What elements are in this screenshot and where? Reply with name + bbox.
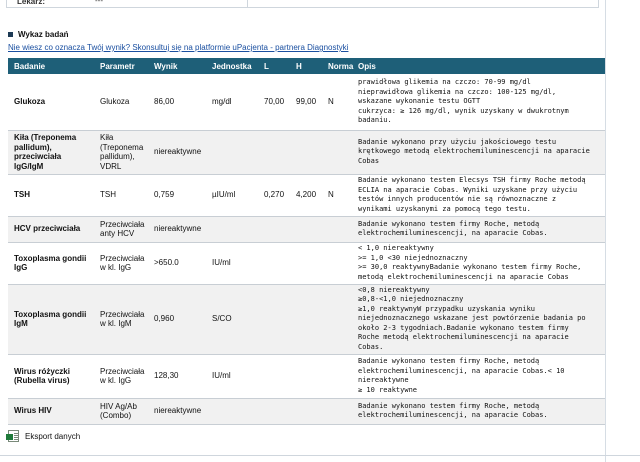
cell-parametr: Przeciwciała anty HCV bbox=[94, 216, 148, 242]
cell-jednostka: S/CO bbox=[206, 284, 258, 354]
table-row bbox=[8, 284, 605, 354]
cell-norma bbox=[322, 398, 352, 424]
cell-opis: Badanie wykonano przy użyciu jakościowego testu krętkowego metodą elektrochemiluminescencji na aparacie Cobas bbox=[352, 130, 605, 174]
cell-h bbox=[290, 284, 322, 354]
excel-icon[interactable] bbox=[8, 430, 19, 442]
doctor-label: Lekarz: bbox=[17, 0, 46, 6]
cell-jednostka: IU/ml bbox=[206, 242, 258, 284]
cell-l bbox=[258, 398, 290, 424]
col-header-wynik: Wynik bbox=[148, 58, 206, 74]
cell-parametr: TSH bbox=[94, 174, 148, 216]
cell-opis: Badanie wykonano testem Elecsys TSH firmy Roche metodą ECLIA na aparacie Cobas. Wyniki uzyskane przy użyciu testów innych producentów nie są równoznaczne z wynikami uzyskanymi za pomocą tego testu. bbox=[352, 174, 605, 216]
cell-opis: Badanie wykonano testem firmy Roche, metodą elektrochemiluminescencji, na aparacie Cobas.< 10 niereaktywne ≥ 10 reaktywne bbox=[352, 354, 605, 398]
section-title-text: Wykaz badań bbox=[18, 30, 69, 39]
cell-wynik: 0,960 bbox=[148, 284, 206, 354]
table-row bbox=[8, 174, 605, 216]
cell-badanie: Toxoplasma gondii IgG bbox=[8, 242, 94, 284]
cell-parametr: Przeciwciała w kl. IgG bbox=[94, 354, 148, 398]
table-row bbox=[8, 130, 605, 174]
cell-parametr: Glukoza bbox=[94, 74, 148, 130]
cell-jednostka bbox=[206, 130, 258, 174]
cell-h bbox=[290, 130, 322, 174]
col-header-h: H bbox=[290, 58, 322, 74]
cell-norma: N bbox=[322, 74, 352, 130]
results-table bbox=[8, 58, 605, 425]
cell-h: 99,00 bbox=[290, 74, 322, 130]
col-header-l: L bbox=[258, 58, 290, 74]
cell-parametr: HIV Ag/Ab (Combo) bbox=[94, 398, 148, 424]
info-box-right bbox=[246, 0, 599, 8]
cell-h: 4,200 bbox=[290, 174, 322, 216]
cell-l: 0,270 bbox=[258, 174, 290, 216]
cell-wynik: 128,30 bbox=[148, 354, 206, 398]
cell-parametr: Kiła (Treponema pallidum), VDRL bbox=[94, 130, 148, 174]
table-row bbox=[8, 354, 605, 398]
cell-l bbox=[258, 354, 290, 398]
cell-wynik: niereaktywne bbox=[148, 216, 206, 242]
doctor-box bbox=[6, 0, 248, 8]
export-data-button[interactable] bbox=[8, 430, 80, 442]
cell-norma bbox=[322, 216, 352, 242]
col-header-norma: Norma bbox=[322, 58, 352, 74]
cell-h bbox=[290, 242, 322, 284]
upacjenta-consult-link[interactable]: Nie wiesz co oznacza Twój wynik? Skonsultuj się na platformie uPacjenta - partnera Diagnostyki bbox=[8, 43, 349, 52]
cell-opis: Badanie wykonano testem firmy Roche, metodą elektrochemiluminescencji, na aparacie Cobas. bbox=[352, 216, 605, 242]
cell-norma bbox=[322, 284, 352, 354]
cell-opis: <0,8 niereaktywny ≥0,8-<1,0 niejednoznaczny ≥1,0 reaktywnyW przypadku uzyskania wyniku niejednoznacznego wskazane jest powtórzenie badania po około 2-3 tygodniach.Badanie wykonano testem firmy Roche metodą elektrochemiluminescencji na aparacie Cobas. bbox=[352, 284, 605, 354]
cell-norma: N bbox=[322, 174, 352, 216]
cell-badanie: Toxoplasma gondii IgM bbox=[8, 284, 94, 354]
cell-jednostka: µIU/ml bbox=[206, 174, 258, 216]
cell-norma bbox=[322, 242, 352, 284]
content-border bbox=[605, 0, 606, 462]
cell-l bbox=[258, 216, 290, 242]
cell-wynik: 86,00 bbox=[148, 74, 206, 130]
cell-h bbox=[290, 354, 322, 398]
cell-h bbox=[290, 216, 322, 242]
table-row bbox=[8, 216, 605, 242]
cell-l bbox=[258, 130, 290, 174]
col-header-opis: Opis bbox=[352, 58, 605, 74]
cell-badanie: Glukoza bbox=[8, 74, 94, 130]
cell-opis: < 1,0 niereaktywny >= 1,0 <30 niejednoznaczny >= 30,0 reaktywnyBadanie wykonano testem firmy Roche, metodą elektrochemiluminescencji na aparacie Cobas bbox=[352, 242, 605, 284]
cell-jednostka: mg/dl bbox=[206, 74, 258, 130]
cell-jednostka bbox=[206, 216, 258, 242]
cell-badanie: HCV przeciwciała bbox=[8, 216, 94, 242]
cell-badanie: Kiła (Treponema pallidum), przeciwciała IgG/IgM bbox=[8, 130, 94, 174]
col-header-parametr: Parametr bbox=[94, 58, 148, 74]
col-header-jednostka: Jednostka bbox=[206, 58, 258, 74]
col-header-badanie: Badanie bbox=[8, 58, 94, 74]
table-row bbox=[8, 398, 605, 424]
cell-opis: prawidłowa glikemia na czczo: 70-99 mg/dl nieprawidłowa glikemia na czczo: 100-125 mg/dl, wskazane wykonanie testu OGTT cukrzyca: ≥ 126 mg/dl, wynik uzyskany w dwukrotnym badaniu. bbox=[352, 74, 605, 130]
table-header-row bbox=[8, 58, 605, 74]
export-data-label[interactable]: Eksport danych bbox=[25, 431, 81, 441]
cell-wynik: niereaktywne bbox=[148, 398, 206, 424]
cell-opis: Badanie wykonano testem firmy Roche, metodą elektrochemiluminescencji, na aparacie Cobas. bbox=[352, 398, 605, 424]
cell-badanie: TSH bbox=[8, 174, 94, 216]
cell-wynik: niereaktywne bbox=[148, 130, 206, 174]
cell-h bbox=[290, 398, 322, 424]
square-bullet-icon bbox=[8, 32, 13, 37]
cell-l bbox=[258, 284, 290, 354]
doctor-value: --- bbox=[95, 0, 103, 5]
cell-wynik: >650.0 bbox=[148, 242, 206, 284]
cell-l: 70,00 bbox=[258, 74, 290, 130]
cell-parametr: Przeciwciała w kl. IgG bbox=[94, 242, 148, 284]
table-row bbox=[8, 74, 605, 130]
cell-badanie: Wirus HIV bbox=[8, 398, 94, 424]
section-title bbox=[8, 30, 69, 39]
cell-l bbox=[258, 242, 290, 284]
cell-norma bbox=[322, 354, 352, 398]
cell-jednostka: IU/ml bbox=[206, 354, 258, 398]
top-info-panel bbox=[0, 0, 640, 8]
table-row bbox=[8, 242, 605, 284]
cell-jednostka bbox=[206, 398, 258, 424]
cell-wynik: 0,759 bbox=[148, 174, 206, 216]
cell-parametr: Przeciwciała w kl. IgM bbox=[94, 284, 148, 354]
cell-badanie: Wirus różyczki (Rubella virus) bbox=[8, 354, 94, 398]
bottom-divider bbox=[0, 455, 640, 456]
cell-norma bbox=[322, 130, 352, 174]
